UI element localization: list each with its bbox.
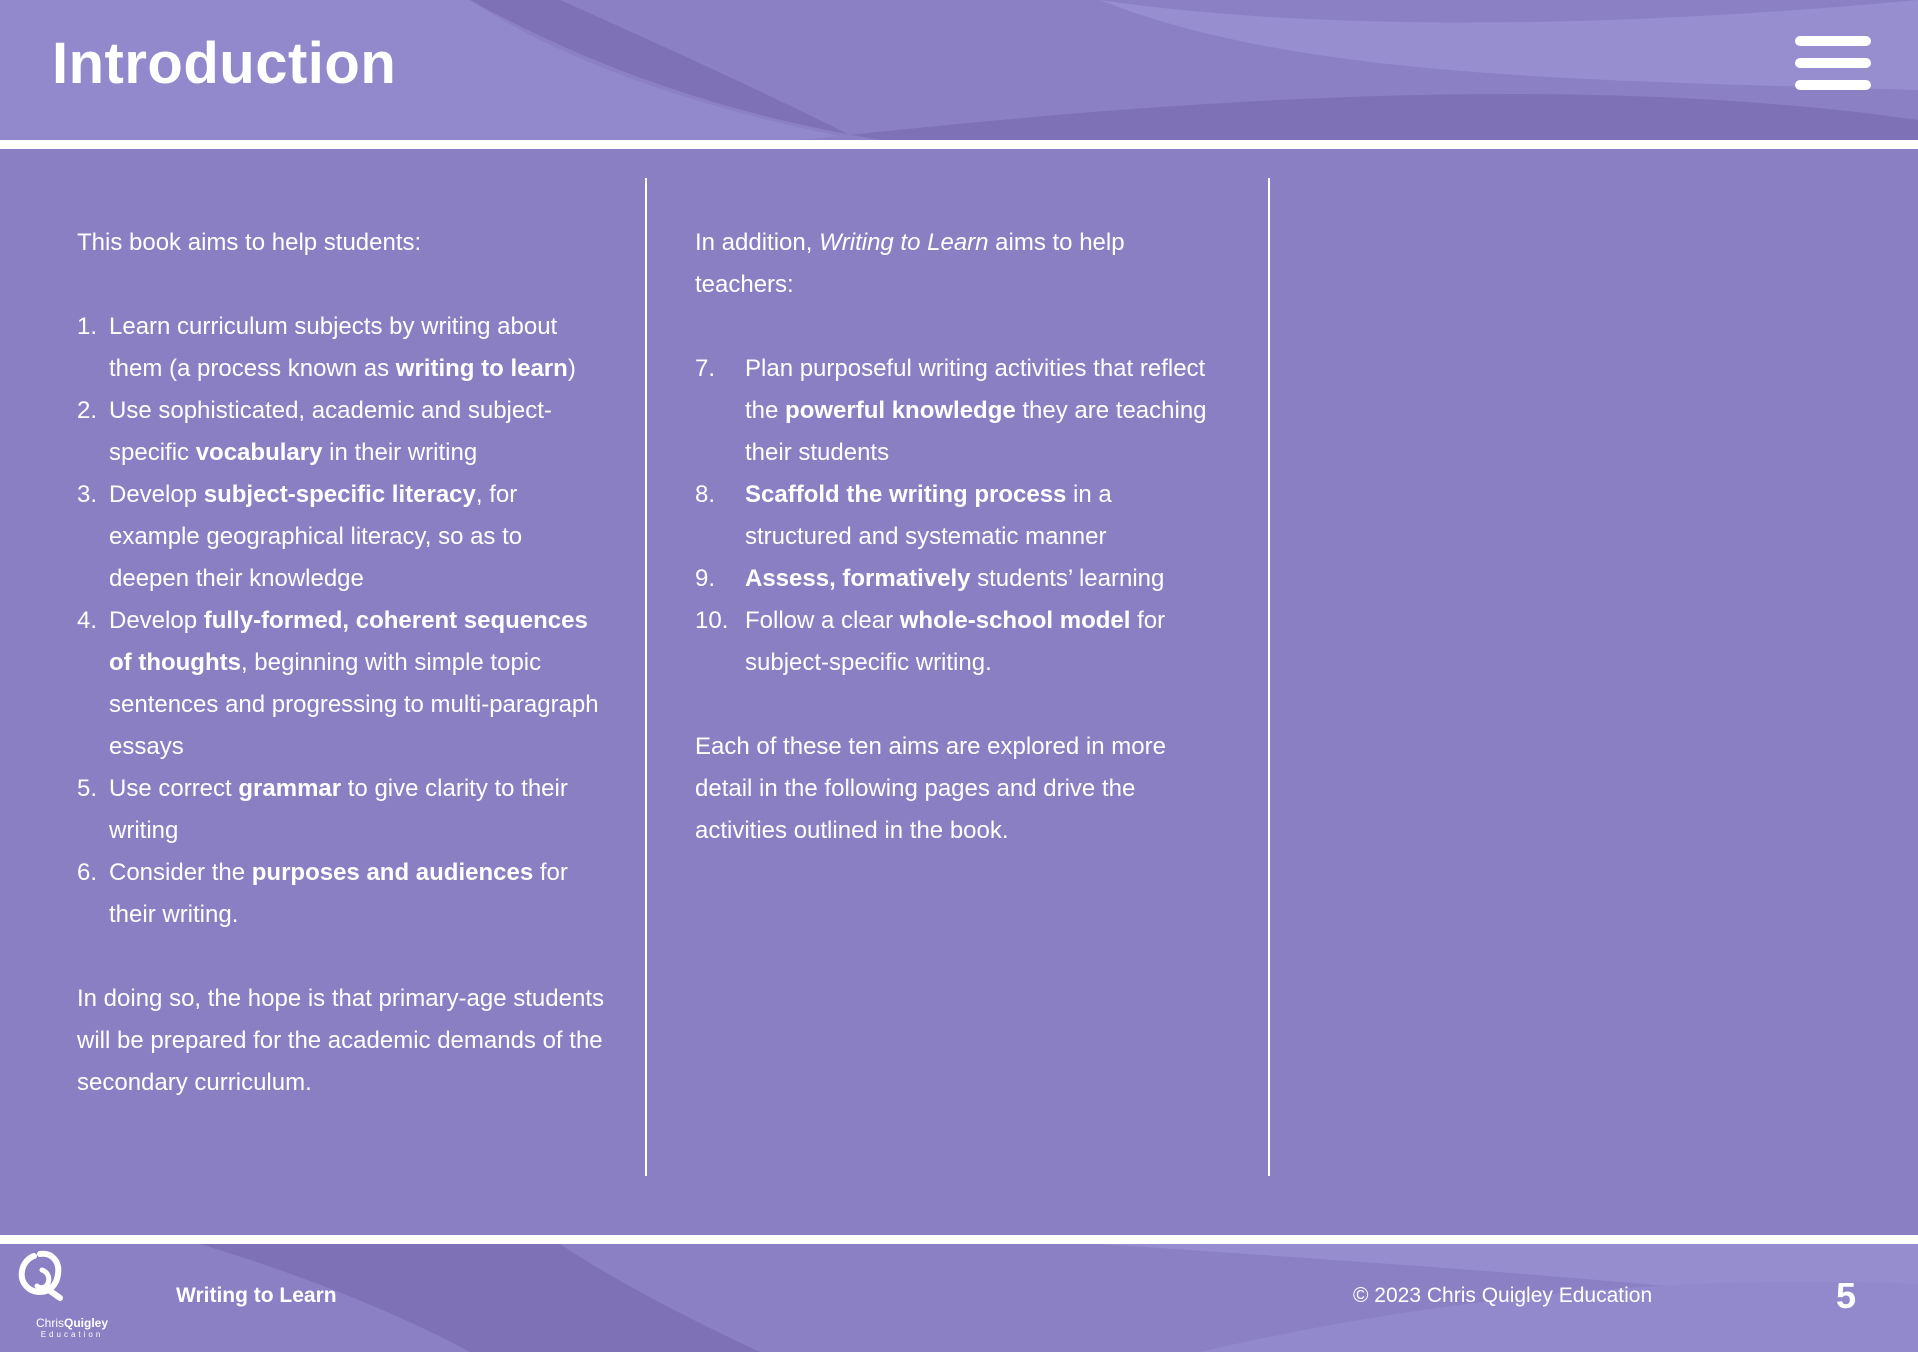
logo-text-quigley: Quigley: [64, 1316, 109, 1330]
list-item-text: to give clarity to their writing: [109, 775, 568, 844]
list-item-number: 3.: [77, 481, 98, 508]
list-item-text: Use correct: [109, 775, 239, 802]
list-item-text: students’ learning: [970, 565, 1165, 592]
page-number: 5: [1836, 1275, 1857, 1316]
list-item-emphasis: purposes and audiences: [251, 859, 534, 886]
teacher-aims-list: [695, 348, 1225, 684]
logo-text-chris: Chris: [35, 1316, 64, 1330]
header-divider: [0, 140, 1918, 149]
list-item-text: , for example geographical literacy, so as to deepen their knowledge: [109, 481, 523, 592]
list-item-number: 7.: [695, 355, 716, 382]
list-item-emphasis: fully-formed, coherent sequences of thoughts: [109, 607, 588, 676]
list-item: [77, 852, 607, 936]
list-item: [77, 390, 607, 474]
footer-divider: [0, 1235, 1918, 1244]
list-item: [77, 306, 607, 390]
list-item-number: 2.: [77, 397, 98, 424]
list-item-text: for subject-specific writing.: [745, 607, 1166, 676]
list-item-text: Use sophisticated, academic and subject-specific: [109, 397, 552, 466]
list-item-number: 6.: [77, 859, 98, 886]
logo-wordmark: [30, 1316, 114, 1340]
list-item-text: for their writing.: [109, 859, 568, 928]
list-item-number: 8.: [695, 481, 716, 508]
list-item-number: 4.: [77, 607, 98, 634]
hamburger-menu-icon[interactable]: [1795, 36, 1871, 96]
list-item-emphasis: powerful knowledge: [785, 397, 1016, 424]
middle-column: [695, 222, 1225, 852]
list-item: [695, 474, 1225, 558]
middle-closing: Each of these ten aims are explored in more detail in the following pages and drive the activities outlined in the book.: [695, 733, 1166, 844]
page-header: [0, 0, 1918, 140]
list-item-text: Develop: [109, 607, 204, 634]
list-item-number: 9.: [695, 565, 716, 592]
list-item-text: Learn curriculum subjects by writing about them (a process known as: [109, 313, 558, 382]
middle-intro: [695, 222, 1225, 306]
middle-intro-before: In addition,: [695, 229, 820, 256]
list-item: [695, 600, 1225, 684]
column-divider-left: [645, 178, 647, 1176]
list-item: [695, 558, 1225, 600]
list-item-text: Follow a clear: [745, 607, 900, 634]
list-item: [695, 348, 1225, 474]
list-item-emphasis: Scaffold the writing process: [745, 481, 1067, 508]
page-title: Introduction: [52, 31, 397, 96]
list-item-text: ): [567, 355, 576, 382]
list-item-emphasis: whole-school model: [899, 607, 1131, 634]
list-item-text: Plan purposeful writing activities that reflect the: [745, 355, 1206, 424]
list-item-emphasis: writing to learn: [395, 355, 568, 382]
left-intro: This book aims to help students:: [77, 229, 422, 256]
list-item-text: , beginning with simple topic sentences and progressing to multi-paragraph essays: [109, 649, 599, 760]
list-item-emphasis: grammar: [238, 775, 342, 802]
left-column: [77, 222, 607, 1104]
list-item-text: Develop: [109, 481, 204, 508]
list-item: [77, 474, 607, 600]
list-item-text: they are teaching their students: [745, 397, 1207, 466]
list-item-text: in their writing: [322, 439, 478, 466]
student-aims-list: [77, 306, 607, 936]
list-item-text: in a structured and systematic manner: [745, 481, 1112, 550]
list-item: [77, 600, 607, 768]
list-item-number: 10.: [695, 607, 729, 634]
column-divider-right: [1268, 178, 1270, 1176]
list-item-number: 1.: [77, 313, 98, 340]
footer-book-title: Writing to Learn: [176, 1284, 337, 1307]
page-footer: [0, 1244, 1918, 1352]
middle-intro-after: aims to help teachers:: [695, 229, 1125, 298]
list-item: [77, 768, 607, 852]
list-item-emphasis: Assess, formatively: [745, 565, 971, 592]
footer-copyright: © 2023 Chris Quigley Education: [1353, 1284, 1653, 1307]
list-item-text: Consider the: [109, 859, 252, 886]
logo-text-education: Education: [40, 1330, 104, 1339]
list-item-emphasis: subject-specific literacy: [203, 481, 476, 508]
list-item-emphasis: vocabulary: [195, 439, 323, 466]
book-title-inline: Writing to Learn: [819, 229, 989, 256]
left-closing: In doing so, the hope is that primary-age students will be prepared for the academic demands of the secondary curriculum.: [77, 985, 604, 1096]
list-item-number: 5.: [77, 775, 98, 802]
